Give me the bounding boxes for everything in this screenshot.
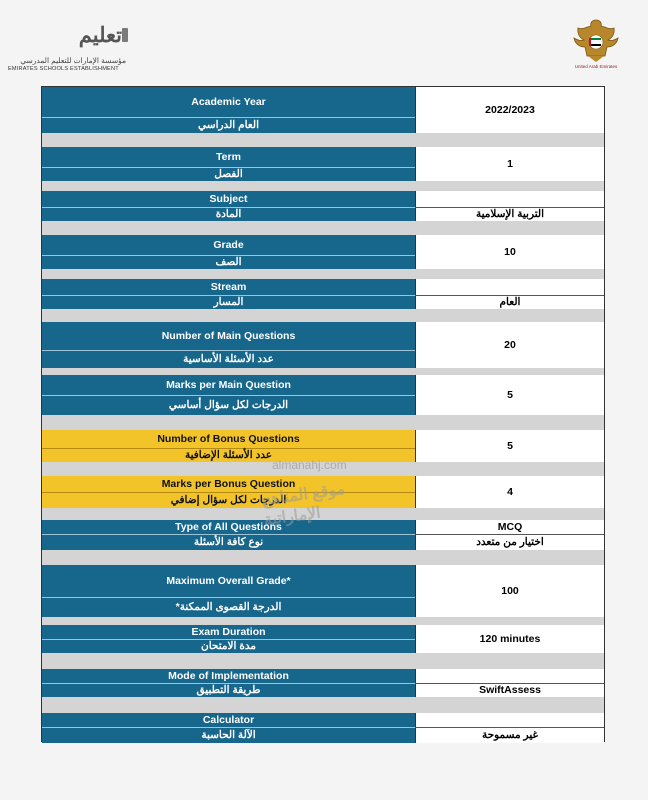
field-value: 20 [415,322,604,368]
field-value: 10 [415,235,604,269]
field-value: العام [415,296,604,309]
empty-value-cell [415,669,604,683]
emirates-schools-logo [8,22,130,74]
field-label-arabic: المسار [42,296,415,309]
field-label-arabic: طريقة التطبيق [42,684,415,697]
field-label-arabic: المادة [42,208,415,221]
field-label-arabic: الفصل [42,168,415,181]
field-label-arabic: الدرجة القصوى الممكنة* [42,598,415,617]
table-row [42,191,604,221]
table-row [42,147,604,181]
field-label-english: Academic Year [42,87,415,117]
table-row [42,520,604,550]
table-row [42,713,604,743]
field-value: 5 [415,375,604,415]
table-row [42,565,604,617]
brand-mark-icon [122,28,128,42]
field-label-english: Type of All Questions [42,520,415,534]
field-label-english: Number of Main Questions [42,322,415,350]
field-value: SwiftAssess [415,684,604,697]
field-label-arabic: مدة الامتحان [42,640,415,653]
field-label-english: Exam Duration [42,625,415,639]
table-row [42,279,604,309]
field-value: التربية الإسلامية [415,208,604,221]
empty-value-cell [415,191,604,207]
field-value: 100 [415,565,604,617]
field-label-english: Mode of Implementation [42,669,415,683]
field-label-arabic: نوع كافة الأسئلة [42,535,415,550]
page-header [0,0,648,80]
table-row [42,375,604,415]
field-label-english: Maximum Overall Grade* [42,565,415,597]
field-value: غير مسموحة [415,728,604,743]
field-label-english: Subject [42,191,415,207]
establishment-name-arabic: مؤسسة الإمارات للتعليم المدرسي [20,56,126,65]
field-label-english: Number of Bonus Questions [42,430,415,448]
field-label-arabic: العام الدراسي [42,118,415,133]
field-label-arabic: عدد الأسئلة الإضافية [42,449,415,462]
watermark-label: موقع المناهج الإماراتية [260,480,347,530]
table-row [42,669,604,697]
watermark [260,458,382,530]
field-value: 4 [415,476,604,508]
watermark-site: almanahj.com [272,458,347,472]
field-label-english: Grade [42,235,415,255]
field-label-english: Calculator [42,713,415,727]
field-value: 1 [415,147,604,181]
field-label-english: Stream [42,279,415,295]
field-value: 5 [415,430,604,462]
table-row [42,625,604,653]
field-label-arabic: الدرجات لكل سؤال إضافي [42,493,415,508]
table-row [42,322,604,368]
table-row [42,87,604,133]
field-value-secondary: اختيار من متعدد [415,535,604,550]
field-label-english: Marks per Main Question [42,375,415,395]
field-label-arabic: الآلة الحاسبة [42,728,415,743]
establishment-name-english: EMIRATES SCHOOLS ESTABLISHMENT [8,66,119,72]
emblem-caption: United Arab Emirates [574,64,618,69]
field-value: 2022/2023 [415,87,604,133]
table-row [42,235,604,269]
field-label-english: Term [42,147,415,167]
empty-value-cell [415,279,604,295]
exam-specification-table [41,86,605,742]
empty-value-cell [415,713,604,727]
field-value: MCQ [415,520,604,534]
field-label-arabic: الصف [42,256,415,269]
field-label-english: Marks per Bonus Question [42,476,415,492]
brand-wordmark: تعليم [78,22,122,47]
field-value: 120 minutes [415,625,604,653]
field-label-arabic: عدد الأسئلة الأساسية [42,351,415,368]
field-label-arabic: الدرجات لكل سؤال أساسي [42,396,415,415]
uae-emblem-icon [570,18,622,74]
